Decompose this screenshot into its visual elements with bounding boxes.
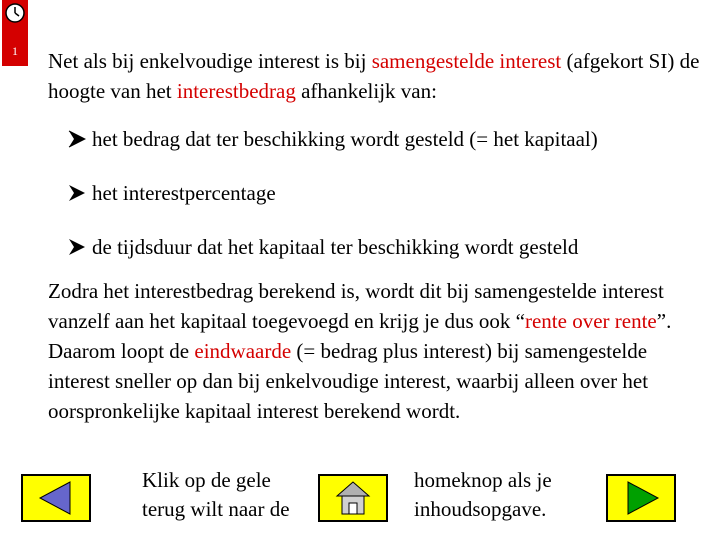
term-interestbedrag: interestbedrag xyxy=(176,79,296,103)
explanation-text-1: Zodra het interestbedrag berekend is, wordt dit bij samengestelde interest vanzelf aan het kapitaal toegevoegd en krijg je dus ook “ xyxy=(48,279,664,333)
term-samengestelde-interest: samengestelde interest xyxy=(371,49,562,73)
back-button[interactable] xyxy=(21,474,91,522)
slide-number-badge xyxy=(2,0,28,66)
caption-left: Klik op de gele terug wilt naar de xyxy=(142,468,290,521)
explanation-text-2: ”. Daarom loopt de xyxy=(48,309,672,363)
clock-icon xyxy=(4,2,26,24)
bullet-text: de tijdsduur dat het kapitaal ter beschikking wordt gesteld xyxy=(92,234,579,259)
term-eindwaarde: eindwaarde xyxy=(194,339,292,363)
list-item xyxy=(68,232,708,262)
term-rente-over-rente: rente over rente xyxy=(524,309,657,333)
explanation-paragraph xyxy=(48,276,698,426)
arrowhead-bullet-icon xyxy=(68,238,86,256)
home-button[interactable] xyxy=(318,474,388,522)
arrowhead-bullet-icon xyxy=(68,130,86,148)
arrowhead-bullet-icon xyxy=(68,184,86,202)
triangle-left-icon xyxy=(23,476,89,520)
intro-paragraph xyxy=(48,46,708,106)
bullet-list xyxy=(68,124,708,286)
bullet-text: het interestpercentage xyxy=(92,180,276,205)
bullet-text: het bedrag dat ter beschikking wordt gesteld (= het kapitaal) xyxy=(92,126,598,151)
explanation-text-3: (= bedrag plus interest) bij samengestelde interest sneller op dan bij enkelvoudige interest, waarbij alleen over het oorspronkelijke kapitaal interest berekend wordt. xyxy=(48,339,649,423)
list-item xyxy=(68,124,708,154)
home-icon xyxy=(320,476,386,520)
caption-right: homeknop als je inhoudsopgave. xyxy=(414,468,552,521)
slide-number: 1 xyxy=(12,44,18,58)
next-button[interactable] xyxy=(606,474,676,522)
intro-text-1: Net als bij enkelvoudige interest is bij xyxy=(48,49,372,73)
intro-text-3: afhankelijk van: xyxy=(295,79,437,103)
intro-text-2: (afgekort SI) de hoogte van het xyxy=(48,49,700,103)
triangle-right-icon xyxy=(608,476,674,520)
list-item xyxy=(68,178,708,208)
